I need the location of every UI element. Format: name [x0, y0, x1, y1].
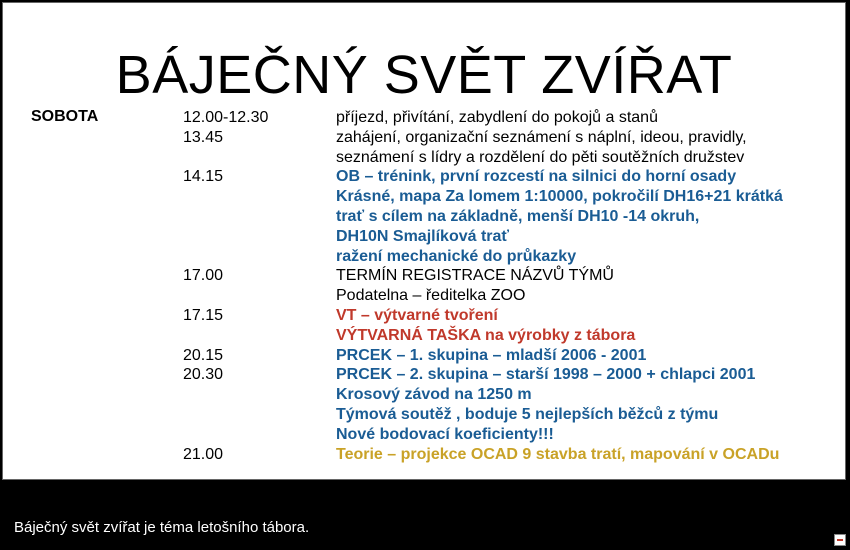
schedule-time: 20.15	[183, 346, 224, 364]
schedule-text: PRCEK – 1. skupina – mladší 2006 - 2001	[336, 346, 647, 364]
schedule-time: 17.15	[183, 306, 224, 324]
schedule-text: DH10N Smajlíková trať	[336, 227, 510, 245]
close-icon[interactable]	[834, 534, 846, 546]
schedule-text: Krosový závod na 1250 m	[336, 386, 532, 404]
schedule-time: 17.00	[183, 267, 224, 285]
schedule-text: seznámení s lídry a rozdělení do pěti soutěžních družstev	[336, 148, 745, 166]
schedule-text: Krásné, mapa Za lomem 1:10000, pokročilí DH16+21 krátká	[336, 188, 783, 206]
schedule-text: Nové bodovací koeficienty!!!	[336, 425, 554, 443]
slide	[2, 2, 846, 480]
schedule-text: Týmová soutěž , boduje 5 nejlepších běžců z týmu	[336, 405, 719, 423]
schedule-time: 20.30	[183, 366, 224, 384]
schedule-text: trať s cílem na základně, menší DH10 -14 okruh,	[336, 207, 700, 225]
schedule-text: OB – trénink, první rozcestí na silnici do horní osady	[336, 168, 737, 186]
schedule-text: VT – výtvarné tvoření	[336, 306, 498, 324]
schedule-text: PRCEK – 2. skupina – starší 1998 – 2000 + chlapci 2001	[336, 366, 756, 384]
schedule-text: ražení mechanické do průkazky	[336, 247, 577, 265]
schedule-time: 14.15	[183, 168, 224, 186]
schedule-time: 13.45	[183, 128, 224, 146]
schedule-time: 21.00	[183, 445, 224, 463]
schedule-text: Teorie – projekce OCAD 9 stavba tratí, mapování v OCADu	[336, 445, 780, 463]
schedule-text: příjezd, přivítání, zabydlení do pokojů a stanů	[336, 109, 658, 126]
slide-caption: Báječný svět zvířat je téma letošního tábora.	[14, 519, 310, 536]
schedule-text: Podatelna – ředitelka ZOO	[336, 287, 526, 305]
schedule-text: zahájení, organizační seznámení s náplní, ideou, pravidly,	[336, 128, 747, 146]
slide-title: BÁJEČNÝ SVĚT ZVÍŘAT	[115, 45, 733, 105]
schedule-text: TERMÍN REGISTRACE NÁZVŮ TÝMŮ	[336, 267, 614, 285]
schedule-text: VÝTVARNÁ TAŠKA na výrobky z tábora	[336, 326, 636, 344]
day-label: SOBOTA	[31, 108, 99, 125]
schedule-time: 12.00-12.30	[183, 109, 269, 126]
